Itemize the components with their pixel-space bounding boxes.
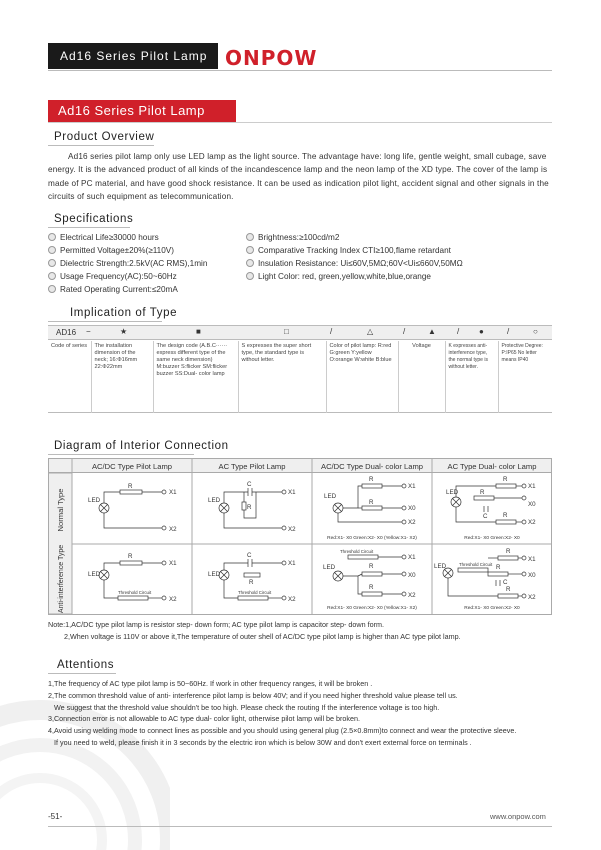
row-header-anti: Anti-interference Type <box>58 544 65 614</box>
note-1: Note:1,AC/DC type pilot lamp is resistor step- down form; AC type pilot lamp is capacitor step- down form. <box>48 620 384 629</box>
diagram-underline <box>48 454 194 455</box>
spec-item: Light Color: red, green,yellow,white,blue,orange <box>246 270 463 283</box>
impl-col-series: Code of series <box>48 341 91 413</box>
svg-text:R: R <box>506 548 511 555</box>
attentions-underline <box>48 673 116 674</box>
symbol-slash: / <box>330 327 333 336</box>
symbol-circle: ○ <box>533 327 538 336</box>
symbol-slash: / <box>457 327 460 336</box>
svg-text:X1: X1 <box>408 483 416 490</box>
svg-text:X0: X0 <box>528 572 536 579</box>
svg-text:LED: LED <box>88 571 101 578</box>
symbol-filled-triangle: ▲ <box>428 327 436 336</box>
svg-text:X2: X2 <box>288 596 296 603</box>
impl-col-anti-interference: K expresses anti- interference type, the normal type is without letter. <box>445 341 498 413</box>
symbol-star: ★ <box>120 327 128 336</box>
svg-text:R: R <box>369 584 374 591</box>
svg-text:LED: LED <box>88 497 101 504</box>
bullet-icon <box>48 272 56 280</box>
svg-text:X1: X1 <box>169 489 177 496</box>
svg-text:X0: X0 <box>528 501 536 508</box>
svg-text:X0: X0 <box>408 505 416 512</box>
spec-item: Insulation Resistance: Ui≤60V,5MΩ;60V<Ui≤660V,50MΩ <box>246 257 463 270</box>
svg-text:X1: X1 <box>408 554 416 561</box>
svg-text:Threshold Circuit: Threshold Circuit <box>459 562 493 567</box>
row-header-normal: Normal Type <box>56 488 65 532</box>
impl-col-short-type: S expresses the super short type, the standard type is without letter. <box>238 341 326 413</box>
symbol-square: □ <box>284 327 289 336</box>
svg-text:C: C <box>503 579 508 586</box>
svg-text:X1: X1 <box>288 489 296 496</box>
symbol-filled-square: ■ <box>196 327 201 336</box>
specifications-heading: Specifications <box>54 213 134 225</box>
spec-item: Dielectric Strength:2.5kV(AC RMS),1min <box>48 257 207 270</box>
section-title: Ad16 Series Pilot Lamp <box>48 100 236 122</box>
bullet-icon <box>246 246 254 254</box>
spec-item: Electrical Life≥30000 hours <box>48 231 207 244</box>
spec-item: Permitted Voltage±20%(≥110V) <box>48 244 207 257</box>
diagram-heading: Diagram of Interior Connection <box>54 440 229 452</box>
overview-heading: Product Overview <box>54 131 155 143</box>
spec-list-left <box>48 231 207 296</box>
footer-divider <box>48 826 552 827</box>
symbol-filled-circle: ● <box>479 327 484 336</box>
spec-item: Comparative Tracking Index CTI≥100,flame retardant <box>246 244 463 257</box>
col-header-acdc: AC/DC Type Pilot Lamp <box>91 462 173 471</box>
symbol-dash: − <box>86 327 91 336</box>
implication-table <box>48 341 552 413</box>
svg-text:R: R <box>480 489 485 496</box>
attentions-heading: Attentions <box>57 659 115 671</box>
spec-item: Rated Operating Current:≤20mA <box>48 283 207 296</box>
svg-text:X0: X0 <box>408 572 416 579</box>
svg-text:C: C <box>247 481 252 488</box>
connection-diagram <box>48 458 552 615</box>
note-2: 2,When voltage is 110V or above it,The temperature of outer shell of AC/DC type pilot lamp is higher than AC type pilot lamp. <box>64 632 461 641</box>
caption-n4: Red:X1- X0 Green:X2- X0 <box>464 536 520 541</box>
attention-item: We suggest that the threshold value shouldn't be too high. Please check the routing If the interference voltage is too high. <box>54 702 440 712</box>
spec-item: Usage Frequency(AC):50~60Hz <box>48 270 207 283</box>
overview-text: Ad16 series pilot lamp only use LED lamp as the light source. The advantage have: long life, gentle weight, small cubage, save energy. It is the advanced product of all kinds of the incandescence lamp and the neon lamp of the XD type. The cover of the lamp is made of PC material, and have good shock resistance. It can be used as indication pilot light, accident signal and other signals in the circuits of such equipment as telecommunication. <box>48 152 549 202</box>
impl-col-protective: Protective Degree: P:IP65 No letter means IP40 <box>501 343 543 363</box>
svg-text:LED: LED <box>324 493 337 500</box>
impl-col-voltage: Voltage <box>398 341 445 413</box>
svg-text:R: R <box>503 512 508 519</box>
caption-n3: Red:X1- X0 Green:X2- X0 (Yellow:X1- X2) <box>327 536 417 541</box>
svg-text:R: R <box>506 586 511 593</box>
impl-col-design: The design code (A.B.C······ express different type of the same neck dimension) M:buzzer S:flicker SM:flicker buzzer SS:Dual- color lamp <box>153 341 238 413</box>
col-header-ac-dual: AC Type Dual- color Lamp <box>447 462 537 471</box>
svg-text:X2: X2 <box>169 526 177 533</box>
implication-heading: Implication of Type <box>70 307 178 319</box>
svg-text:X2: X2 <box>528 519 536 526</box>
symbol-triangle: △ <box>367 327 374 336</box>
svg-text:R: R <box>247 504 252 511</box>
col-header-ac: AC Type Pilot Lamp <box>218 462 286 471</box>
svg-text:Threshold Circuit: Threshold Circuit <box>238 590 272 595</box>
svg-text:X2: X2 <box>528 594 536 601</box>
symbol-slash: / <box>507 327 510 336</box>
svg-text:R: R <box>249 579 254 586</box>
svg-text:R: R <box>128 553 133 560</box>
symbol-slash: / <box>403 327 406 336</box>
bullet-icon <box>48 246 56 254</box>
svg-text:C: C <box>247 552 252 559</box>
bullet-icon <box>246 233 254 241</box>
header-divider <box>48 70 552 71</box>
bullet-icon <box>246 272 254 280</box>
svg-text:X2: X2 <box>169 596 177 603</box>
attention-item: 3,Connection error is not allowable to AC type dual- color light, otherwise pilot lamp will be broken. <box>48 714 361 724</box>
caption-a4: Red:X1- X0 Green:X2- X0 <box>464 606 520 611</box>
type-code: AD16 <box>56 328 77 337</box>
attentions-list <box>48 678 556 749</box>
svg-text:X2: X2 <box>408 592 416 599</box>
svg-text:LED: LED <box>446 489 459 496</box>
svg-text:Threshold Circuit: Threshold Circuit <box>340 549 374 554</box>
attention-item: If you need to weld, please finish it in 3 seconds by the electric iron which is below 30W and don't exert external force on terminals . <box>54 737 472 747</box>
impl-col-color: Color of pilot lamp: R:red G:green Y:yellow O:orange W:white B:blue <box>326 341 398 413</box>
bullet-icon <box>48 259 56 267</box>
svg-text:X1: X1 <box>169 560 177 567</box>
website-link[interactable]: www.onpow.com <box>490 812 546 821</box>
specifications-underline <box>48 227 130 228</box>
implication-code-row <box>48 325 552 340</box>
svg-text:X1: X1 <box>528 556 536 563</box>
svg-text:R: R <box>369 499 374 506</box>
bullet-icon <box>246 259 254 267</box>
impl-col-dimension: The installation dimension of the neck; 16:Φ16mm 22:Φ22mm <box>91 341 153 413</box>
svg-text:R: R <box>503 476 508 483</box>
caption-a3: Red:X1- X0 Green:X2- X0 (Yellow:X1- X2) <box>327 606 417 611</box>
svg-text:X2: X2 <box>288 526 296 533</box>
svg-text:X2: X2 <box>408 519 416 526</box>
attention-item: 4,Avoid using welding mode to connect lines as possible and you should using general plug (2.5×0.8mm)to connect and wear the protective sleeve. <box>48 726 517 736</box>
attention-item: 2,The common threshold value of anti- interference pilot lamp is below 40V; and if you need higher threshold value please tell us. <box>48 690 458 700</box>
svg-text:R: R <box>369 563 374 570</box>
page-number: -51- <box>48 812 63 821</box>
implication-underline <box>48 321 162 322</box>
header-tab-title: Ad16 Series Pilot Lamp <box>48 43 218 69</box>
svg-text:C: C <box>483 513 488 520</box>
col-header-acdc-dual: AC/DC Type Dual- color Lamp <box>321 462 423 471</box>
spec-list-right <box>246 231 463 283</box>
brand-logo: ONPOW <box>225 46 318 70</box>
svg-text:Threshold Circuit: Threshold Circuit <box>118 590 152 595</box>
svg-text:LED: LED <box>323 564 336 571</box>
bullet-icon <box>48 233 56 241</box>
svg-text:LED: LED <box>434 563 447 570</box>
svg-text:X1: X1 <box>528 483 536 490</box>
svg-text:LED: LED <box>208 571 221 578</box>
svg-text:LED: LED <box>208 497 221 504</box>
attention-item: 1,The frequency of AC type pilot lamp is 50~60Hz. If work in other frequency ranges, it will be broken . <box>48 679 373 688</box>
svg-text:R: R <box>496 564 501 571</box>
svg-text:X1: X1 <box>288 560 296 567</box>
bullet-icon <box>48 285 56 293</box>
spec-item: Brightness:≥100cd/m2 <box>246 231 463 244</box>
svg-text:R: R <box>369 476 374 483</box>
section-divider <box>48 122 552 123</box>
svg-text:R: R <box>128 483 133 490</box>
overview-underline <box>48 145 154 146</box>
